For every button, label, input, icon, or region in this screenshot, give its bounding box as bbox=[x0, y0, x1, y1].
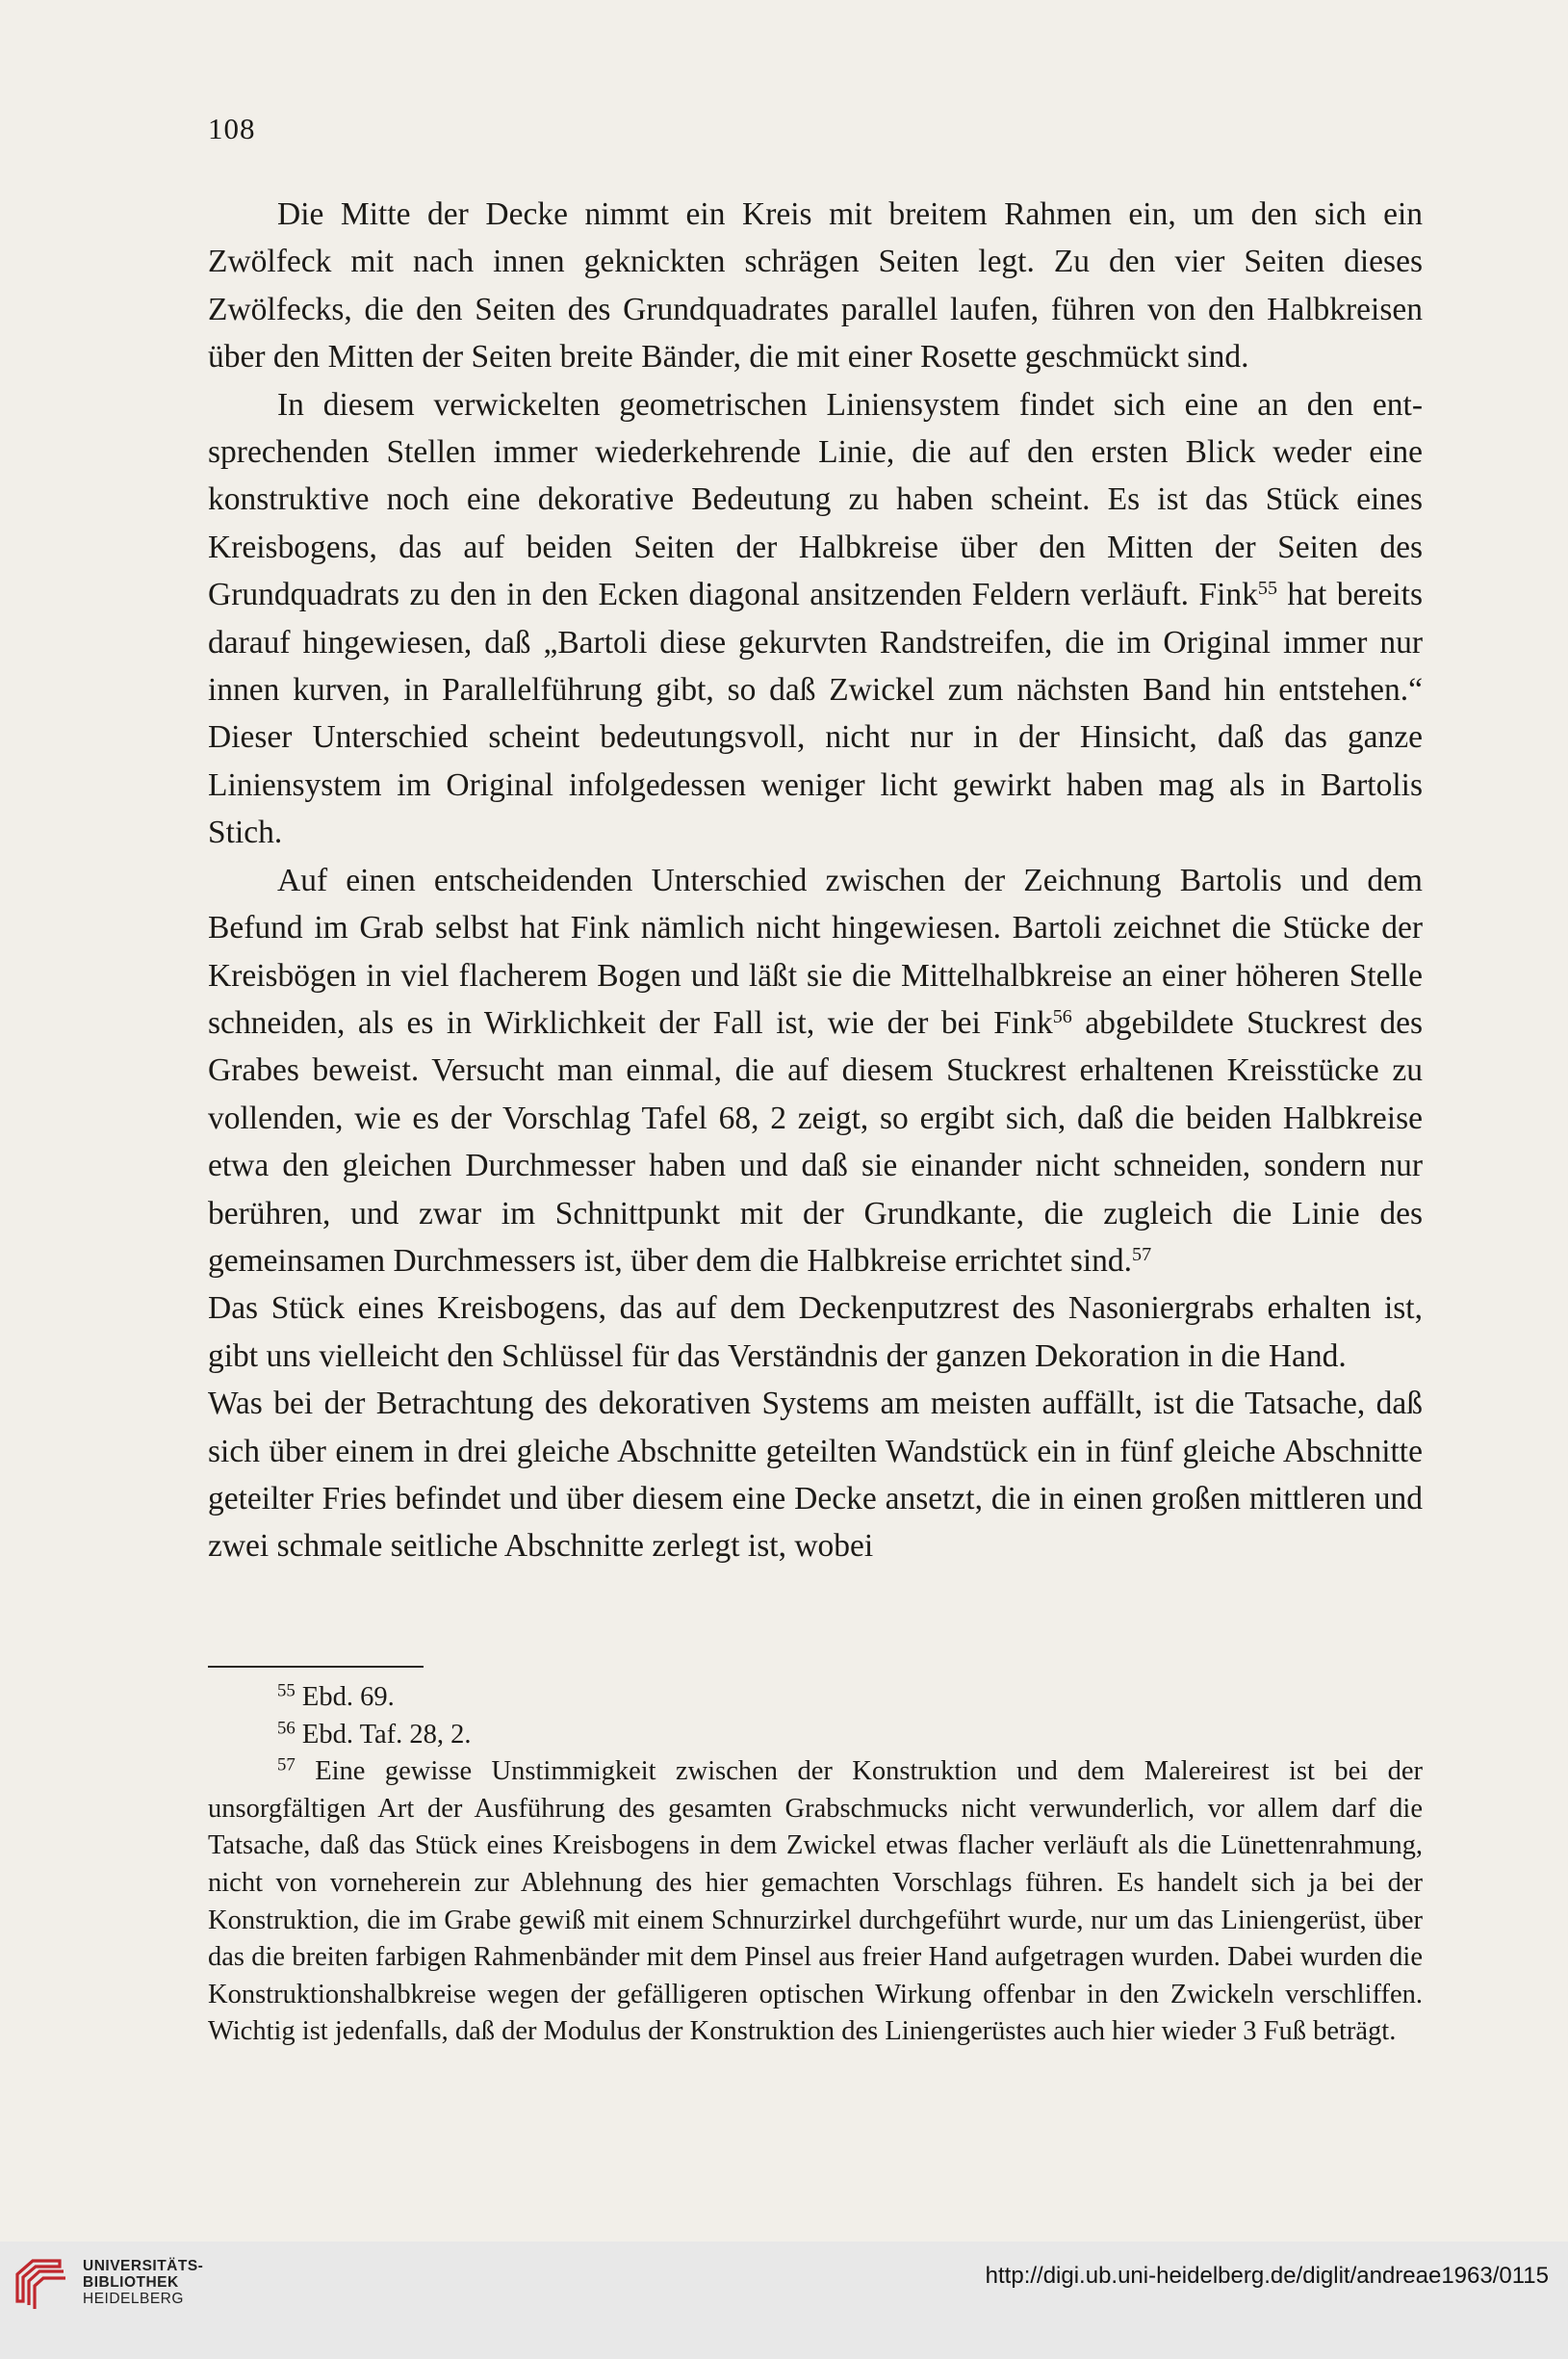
permalink-url[interactable]: http://digi.ub.uni-heidelberg.de/diglit/andreae1963/0115 bbox=[985, 2263, 1549, 2289]
paragraph-3 bbox=[208, 857, 1423, 1285]
paragraph-5: Was bei der Betrachtung des dekorativen Systems am meisten auffällt, ist die Tatsache, daß sich über einem in drei gleiche Abschnitte geteilten Wandstück ein in fünf gleiche Abschnitte geteilter Fries befindet und über diesem eine Decke ansetzt, die in einen großen mittleren und zwei schmale seitliche Abschnitte zerlegt ist, wobei bbox=[208, 1386, 1423, 1565]
footnote-mark: 55 bbox=[277, 1680, 296, 1701]
footnote-text: Ebd. Taf. 28, 2. bbox=[301, 1719, 472, 1750]
library-logo-icon bbox=[12, 2255, 69, 2313]
paragraph-3-part-b: abgebildete Stuckrest des Grabes beweist. Versucht man einmal, die auf diesem Stuckrest erhaltenen Kreisstücke zu vollenden, wie es der Vorschlag Tafel 68, 2 zeigt, so ergibt sich, daß die beiden Halbkreise etwa den gleichen Durchmesser haben und daß sie einander nicht schneiden, sondern nur berühren, und zwar im Schnittpunkt mit der Grundkante, die zugleich die Linie des gemeinsamen Durchmessers ist, über dem die Halbkreise errichtet sind. bbox=[208, 1004, 1424, 1279]
digitization-footer bbox=[0, 2242, 1568, 2359]
footnote-mark: 57 bbox=[277, 1754, 296, 1776]
paragraph-2-part-a: In diesem verwickelten geometrischen Liniensystem findet sich eine an den entsprechenden Stellen immer wiederkehrende Linie, die auf den ersten Blick weder eine konstruktive noch eine dekorative Bedeutung zu haben scheint. Es ist das Stück eines Kreisbogens, das auf beiden Seiten der Halbkreise über den Mitten der Seiten des Grundquadrats zu den in den Ecken diagonal ansitzenden Feldern verläuft. Fink bbox=[208, 386, 1423, 613]
footnote-reference-56[interactable]: 56 bbox=[1052, 1005, 1072, 1027]
logo-stroke-inner bbox=[35, 2278, 65, 2309]
footnote-reference-55[interactable]: 55 bbox=[1257, 578, 1277, 600]
library-name-line-3: HEIDELBERG bbox=[83, 2291, 184, 2307]
footnote-56 bbox=[208, 1717, 1423, 1754]
paragraph-2 bbox=[208, 381, 1423, 857]
footnote-mark: 56 bbox=[277, 1718, 296, 1739]
footnote-57 bbox=[208, 1753, 1423, 2051]
library-name-line-2: BIBLIOTHEK bbox=[83, 2274, 179, 2291]
page-number: 108 bbox=[208, 112, 256, 145]
footnote-reference-57[interactable]: 57 bbox=[1132, 1243, 1152, 1265]
paragraph-4: Das Stück eines Kreisbogens, das auf dem Deckenputzrest des Nasoniergrabs erhalten ist, gibt uns vielleicht den Schlüssel für das Verständnis der ganzen Dekoration in die Hand. bbox=[208, 1290, 1423, 1374]
footnote-text: Ebd. 69. bbox=[301, 1682, 395, 1712]
footnote-text: Eine gewisse Unstimmigkeit zwischen der Konstruktion und dem Malereirest ist bei der unsorgfältigen Art der Ausführung des gesamten Grabschmucks nicht verwunderlich, vor allem darf die Tatsache, daß das Stück eines Kreisbogens in dem Zwickel etwas flacher verläuft als die Lünettenrahmung, nicht von vorneherein zur Ablehnung des hier gemachten Vorschlags führen. Es handelt sich ja bei der Konstruktion, die im Grabe gewiß mit einem Schnurzirkel durchgeführt wurde, nur um das Liniengerüst, über das die breiten farbigen Rahmenbänder mit dem Pinsel aus freier Hand aufgetragen wurden. Dabei wurden die Konstruktionshalbkreise wegen der gefälligeren optischen Wirkung offenbar in den Zwickeln verschliffen. Wichtig ist jedenfalls, daß der Modulus der Konstruktion des Liniengerüstes auch hier wieder 3 Fuß beträgt. bbox=[208, 1756, 1424, 2047]
body-text bbox=[208, 191, 1423, 1570]
paragraph-3-part-a: Auf einen entscheidenden Unterschied zwischen der Zeichnung Bartolis und dem Befund im Grab selbst hat Fink nämlich nicht hingewiesen. Bartoli zeichnet die Stücke der Kreisbögen in viel flacherem Bogen und läßt sie die Mittelhalbkreise an einer höheren Stelle schneiden, als es in Wirklichkeit der Fall ist, wie der bei Fink bbox=[208, 862, 1423, 1041]
library-name bbox=[83, 2258, 203, 2307]
paragraph-1: Die Mitte der Decke nimmt ein Kreis mit breitem Rahmen ein, um den sich ein Zwölfeck mit nach innen geknickten schrägen Seiten legt. Zu den vier Seiten dieses Zwölfecks, die den Seiten des Grundquadrates parallel laufen, führen von den Halbkreisen über den Mitten der Seiten breite Bänder, die mit einer Rosette geschmückt sind. bbox=[208, 196, 1423, 376]
library-name-line-1: UNIVERSITÄTS- bbox=[83, 2258, 204, 2274]
footnote-55 bbox=[208, 1679, 1423, 1717]
paragraph-2-part-b: hat bereits darauf hingewiesen, daß „Bartoli diese gekurvten Randstreifen, die im Original immer nur innen kurven, in Parallelführung gibt, so daß Zwickel zum nächsten Band hin entstehen.“ Dieser Unterschied scheint bedeutungsvoll, nicht nur in der Hinsicht, daß das ganze Liniensystem im Original infolgedessen weniger licht gewirkt haben mag als in Bartolis Stich. bbox=[208, 577, 1423, 851]
footnotes bbox=[208, 1679, 1423, 2051]
footnote-divider bbox=[208, 1666, 424, 1668]
